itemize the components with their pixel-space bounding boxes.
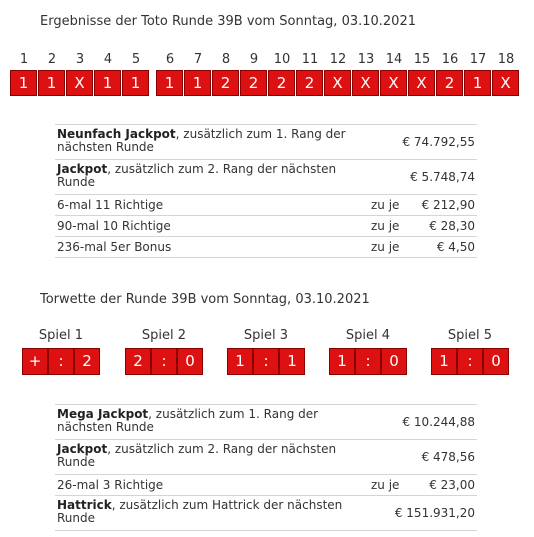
torwette-away-goals: 0 xyxy=(483,348,509,375)
toto-match-number: 3 xyxy=(75,52,85,67)
torwette-prize-table xyxy=(55,404,477,531)
prize-tier-name: Neunfach Jackpot xyxy=(57,127,176,141)
toto-result-box: 1 xyxy=(38,70,65,96)
prize-amount: € 5.748,74 xyxy=(410,170,475,184)
torwette-away-goals: 1 xyxy=(279,348,305,375)
prize-amount: € 4,50 xyxy=(436,240,475,254)
prize-tier-name: Hattrick xyxy=(57,498,112,512)
prize-row xyxy=(55,440,477,475)
prize-row xyxy=(55,237,477,258)
toto-result-box: 2 xyxy=(240,70,267,96)
toto-match-number: 8 xyxy=(221,52,231,67)
prize-description xyxy=(57,219,357,233)
prize-row xyxy=(55,404,477,440)
torwette-separator: : xyxy=(151,348,177,375)
torwette-separator: : xyxy=(48,348,74,375)
toto-result-box: 2 xyxy=(296,70,323,96)
prize-description xyxy=(57,408,357,434)
toto-results-title: Ergebnisse der Toto Runde 39B vom Sonntag, 03.10.2021 xyxy=(40,14,416,29)
torwette-away-goals: 0 xyxy=(381,348,407,375)
toto-match xyxy=(184,52,212,96)
torwette-game xyxy=(125,327,203,375)
torwette-away-goals: 0 xyxy=(177,348,203,375)
toto-result-box: X xyxy=(380,70,407,96)
torwette-score xyxy=(329,348,407,375)
toto-match-number: 7 xyxy=(193,52,203,67)
prize-detail: , zusätzlich zum Hattrick der nächsten Runde xyxy=(57,498,343,525)
toto-result-box: X xyxy=(352,70,379,96)
prize-description xyxy=(57,240,357,254)
toto-match xyxy=(156,52,184,96)
toto-result-box: 1 xyxy=(10,70,37,96)
toto-match-number: 16 xyxy=(441,52,459,67)
prize-tier-name: Jackpot xyxy=(57,162,108,176)
toto-match xyxy=(212,52,240,96)
prize-amount: € 10.244,88 xyxy=(402,415,475,429)
torwette-away-goals: 2 xyxy=(74,348,100,375)
toto-match-number: 13 xyxy=(357,52,375,67)
toto-match-number: 5 xyxy=(131,52,141,67)
torwette-home-goals: + xyxy=(22,348,48,375)
toto-result-box: 1 xyxy=(464,70,491,96)
toto-match-number: 11 xyxy=(301,52,319,67)
prize-row xyxy=(55,160,477,195)
prize-row xyxy=(55,216,477,237)
torwette-title: Torwette der Runde 39B vom Sonntag, 03.10.2021 xyxy=(40,292,370,307)
toto-match xyxy=(10,52,38,96)
toto-match xyxy=(352,52,380,96)
toto-match xyxy=(408,52,436,96)
torwette-score xyxy=(125,348,203,375)
torwette-home-goals: 1 xyxy=(431,348,457,375)
prize-amount: € 74.792,55 xyxy=(402,135,475,149)
prize-amount: € 478,56 xyxy=(421,450,475,464)
prize-description xyxy=(57,198,357,212)
toto-result-box: 1 xyxy=(184,70,211,96)
prize-detail: 26-mal 3 Richtige xyxy=(57,478,164,492)
torwette-game xyxy=(329,327,407,375)
toto-match-number: 18 xyxy=(497,52,515,67)
torwette-separator: : xyxy=(253,348,279,375)
torwette-separator: : xyxy=(457,348,483,375)
toto-result-box: 1 xyxy=(156,70,183,96)
torwette-home-goals: 2 xyxy=(125,348,151,375)
prize-detail: , zusätzlich zum 1. Rang der nächsten Runde xyxy=(57,407,319,434)
prize-zu-je: zu je xyxy=(371,219,400,233)
torwette-home-goals: 1 xyxy=(227,348,253,375)
prize-row xyxy=(55,475,477,496)
prize-detail: 236-mal 5er Bonus xyxy=(57,240,172,254)
prize-amount: € 212,90 xyxy=(421,198,475,212)
prize-detail: , zusätzlich zum 2. Rang der nächsten Runde xyxy=(57,162,337,189)
prize-description xyxy=(57,499,357,525)
prize-row xyxy=(55,496,477,531)
toto-match xyxy=(122,52,150,96)
toto-result-box: X xyxy=(408,70,435,96)
prize-tier-name: Jackpot xyxy=(57,442,108,456)
prize-amount: € 28,30 xyxy=(429,219,475,233)
prize-description xyxy=(57,478,357,492)
prize-zu-je: zu je xyxy=(371,198,400,212)
toto-result-box: 2 xyxy=(268,70,295,96)
toto-result-box: X xyxy=(66,70,93,96)
toto-match xyxy=(94,52,122,96)
prize-amount: € 23,00 xyxy=(429,478,475,492)
toto-match xyxy=(492,52,520,96)
toto-match-number: 12 xyxy=(329,52,347,67)
torwette-game-label: Spiel 2 xyxy=(141,328,187,343)
toto-match xyxy=(324,52,352,96)
toto-match xyxy=(380,52,408,96)
toto-match xyxy=(240,52,268,96)
prize-zu-je: zu je xyxy=(371,478,400,492)
torwette-game xyxy=(431,327,509,375)
toto-match-number: 6 xyxy=(165,52,175,67)
torwette-home-goals: 1 xyxy=(329,348,355,375)
toto-match xyxy=(436,52,464,96)
torwette-game-label: Spiel 5 xyxy=(447,328,493,343)
torwette-game xyxy=(227,327,305,375)
toto-match-number: 9 xyxy=(249,52,259,67)
toto-match-number: 14 xyxy=(385,52,403,67)
toto-match-number: 4 xyxy=(103,52,113,67)
torwette-game-label: Spiel 4 xyxy=(345,328,391,343)
prize-tier-name: Mega Jackpot xyxy=(57,407,149,421)
torwette-game-label: Spiel 3 xyxy=(243,328,289,343)
prize-detail: 6-mal 11 Richtige xyxy=(57,198,164,212)
torwette-game xyxy=(22,327,100,375)
toto-match-number: 17 xyxy=(469,52,487,67)
toto-match xyxy=(38,52,66,96)
toto-result-box: X xyxy=(324,70,351,96)
prize-description xyxy=(57,128,357,154)
prize-row xyxy=(55,124,477,160)
toto-match xyxy=(66,52,94,96)
prize-amount: € 151.931,20 xyxy=(394,506,475,520)
prize-detail: 90-mal 10 Richtige xyxy=(57,219,171,233)
torwette-game-label: Spiel 1 xyxy=(38,328,84,343)
toto-result-box: 2 xyxy=(436,70,463,96)
toto-match xyxy=(268,52,296,96)
toto-match xyxy=(296,52,324,96)
prize-description xyxy=(57,443,357,469)
toto-result-box: X xyxy=(492,70,519,96)
toto-match-number: 10 xyxy=(273,52,291,67)
toto-result-box: 1 xyxy=(94,70,121,96)
torwette-score xyxy=(431,348,509,375)
toto-match xyxy=(464,52,492,96)
prize-zu-je: zu je xyxy=(371,240,400,254)
toto-result-box: 2 xyxy=(212,70,239,96)
prize-detail: , zusätzlich zum 1. Rang der nächsten Runde xyxy=(57,127,346,154)
torwette-score xyxy=(22,348,100,375)
torwette-score xyxy=(227,348,305,375)
toto-match-number: 1 xyxy=(19,52,29,67)
prize-description xyxy=(57,163,357,189)
toto-prize-table xyxy=(55,124,477,258)
toto-match-number: 15 xyxy=(413,52,431,67)
torwette-separator: : xyxy=(355,348,381,375)
prize-row xyxy=(55,195,477,216)
prize-detail: , zusätzlich zum 2. Rang der nächsten Runde xyxy=(57,442,337,469)
toto-result-box: 1 xyxy=(122,70,149,96)
toto-match-number: 2 xyxy=(47,52,57,67)
